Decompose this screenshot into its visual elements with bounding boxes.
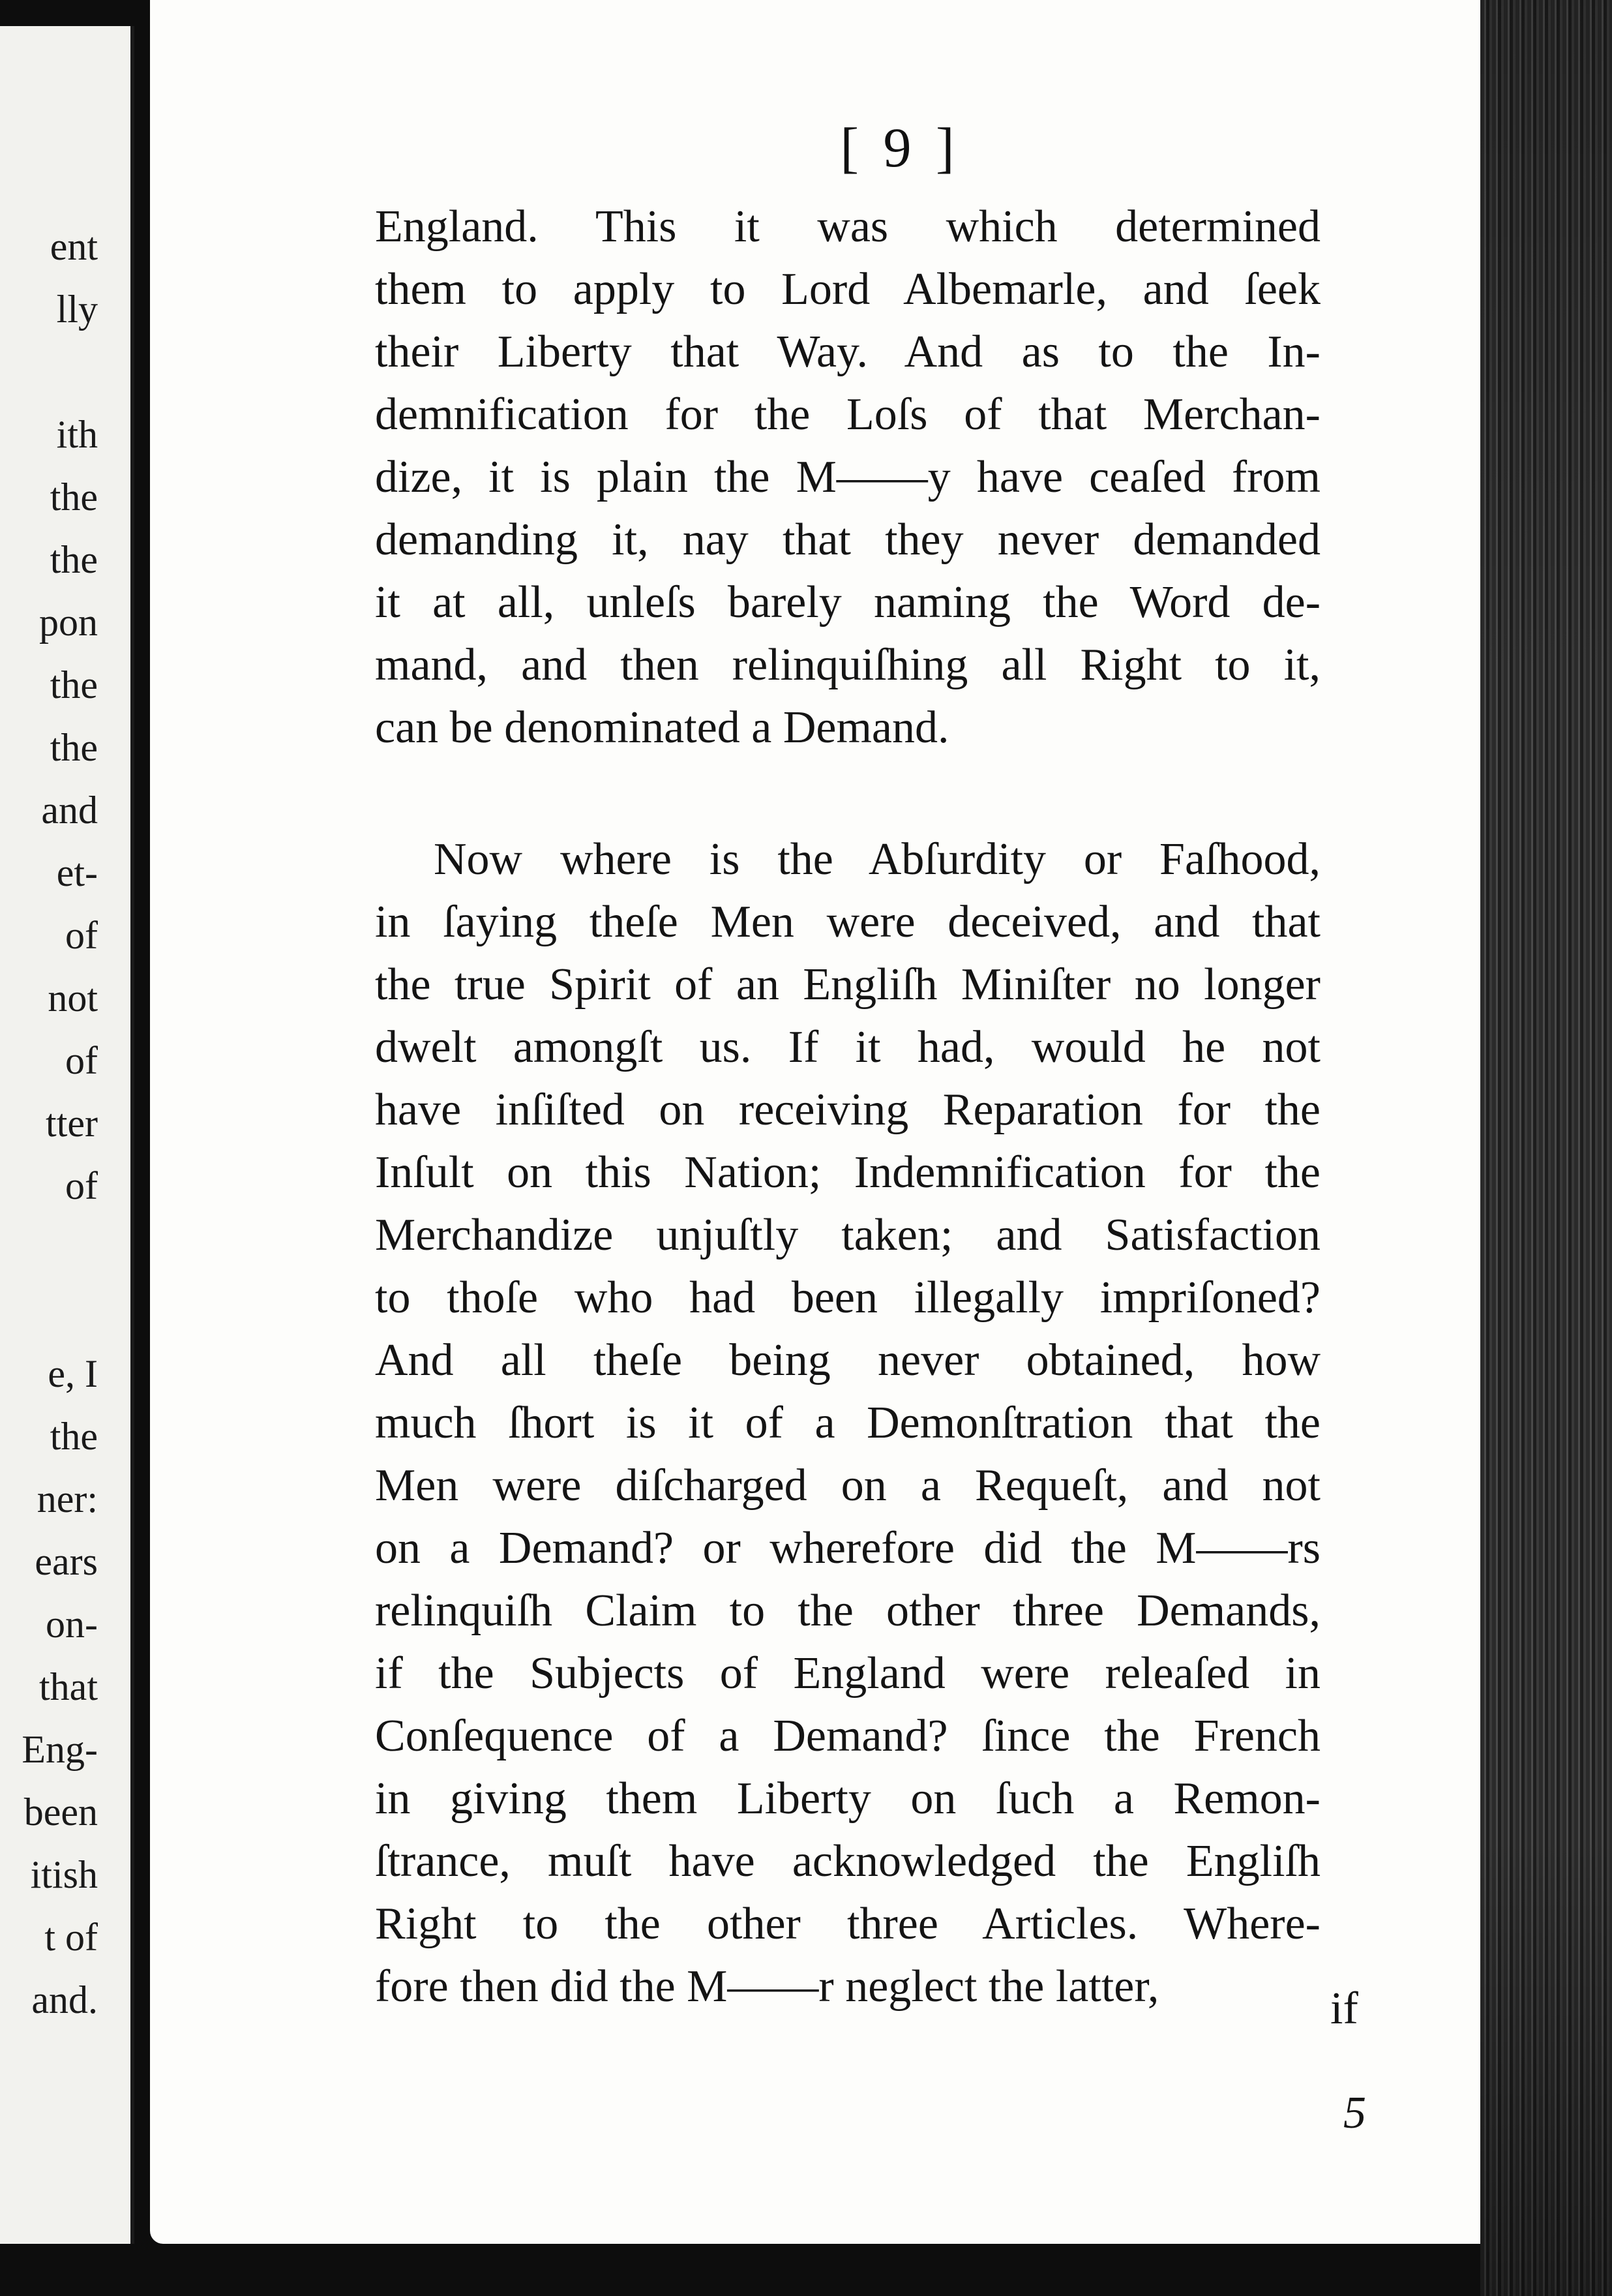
- text-line: dize, it is plain the M——y have ceaſed from: [375, 452, 1321, 502]
- text-line: demnification for the Loſs of that Merchan-: [375, 389, 1321, 440]
- facing-page-fragment: itish: [30, 1853, 98, 1896]
- paragraph-1: [375, 196, 1321, 759]
- facing-page-fragment: e, I: [48, 1352, 98, 1395]
- facing-page-fragment: ner:: [37, 1477, 98, 1520]
- text-line: fore then did the M——r neglect the latter,: [375, 1961, 1159, 2012]
- text-line: in ſaying theſe Men were deceived, and that: [375, 897, 1321, 947]
- facing-page-fragment: of: [65, 1039, 98, 1082]
- text-line: them to apply to Lord Albemarle, and ſeek: [375, 264, 1321, 314]
- text-line: Conſequence of a Demand? ſince the French: [375, 1711, 1321, 1761]
- facing-page-fragment: t of: [44, 1916, 98, 1959]
- text-line: dwelt amongſt us. If it had, would he not: [375, 1022, 1321, 1072]
- text-line: on a Demand? or wherefore did the M——rs: [375, 1523, 1321, 1573]
- facing-page-fragment: the: [50, 1415, 98, 1458]
- facing-page-fragment: and: [41, 789, 98, 832]
- facing-page-fragment: not: [48, 976, 98, 1020]
- facing-page-fragment: ears: [35, 1540, 98, 1583]
- page-number: [ 9 ]: [840, 116, 960, 179]
- facing-page-fragment: ent: [50, 225, 98, 268]
- text-line: And all theſe being never obtained, how: [375, 1335, 1321, 1385]
- facing-page-fragment: lly: [56, 288, 98, 331]
- text-line: it at all, unleſs barely naming the Word de-: [375, 577, 1321, 627]
- paragraph-2: [375, 828, 1321, 2018]
- facing-page-fragment: tter: [46, 1102, 98, 1145]
- text-line: mand, and then relinquiſhing all Right to it,: [375, 640, 1321, 690]
- facing-page-fragment: ith: [56, 413, 98, 456]
- text-line: to thoſe who had been illegally impriſoned?: [375, 1273, 1321, 1323]
- text-line: Right to the other three Articles. Where-: [375, 1899, 1321, 1949]
- facing-page-fragment: been: [23, 1790, 98, 1834]
- facing-page-fragment: the: [50, 476, 98, 519]
- facing-page-fragment: that: [39, 1665, 98, 1708]
- facing-page: [0, 26, 134, 2244]
- text-line: have inſiſted on receiving Reparation for the: [375, 1085, 1321, 1135]
- text-line: in giving them Liberty on ſuch a Remon-: [375, 1774, 1321, 1824]
- text-line: Men were diſcharged on a Requeſt, and not: [375, 1460, 1321, 1511]
- text-line: Inſult on this Nation; Indemnification for the: [375, 1147, 1321, 1198]
- facing-page-fragment: of: [65, 1164, 98, 1207]
- text-line: ſtrance, muſt have acknowledged the Engliſh: [375, 1836, 1321, 1886]
- text-line: Now where is the Abſurdity or Faſhood,: [434, 834, 1321, 884]
- text-line: relinquiſh Claim to the other three Demands,: [375, 1586, 1321, 1636]
- facing-page-fragment: [0, 340, 98, 403]
- text-line: if the Subjects of England were releaſed in: [375, 1648, 1321, 1699]
- facing-page-fragment: [0, 1280, 98, 1342]
- facing-page-text: [0, 215, 98, 2031]
- signature-mark: 5: [1343, 2088, 1366, 2138]
- text-line: demanding it, nay that they never demanded: [375, 515, 1321, 565]
- text-line: England. This it was which determined: [375, 202, 1321, 252]
- facing-page-fragment: on-: [46, 1603, 98, 1646]
- facing-page-fragment: pon: [39, 601, 98, 644]
- book-page: [150, 0, 1480, 2244]
- facing-page-fragment: the: [50, 663, 98, 706]
- text-line: their Liberty that Way. And as to the In-: [375, 327, 1321, 377]
- text-line: can be denominated a Demand.: [375, 702, 949, 753]
- text-line: Merchandize unjuſtly taken; and Satisfaction: [375, 1210, 1321, 1260]
- text-line: the true Spirit of an Engliſh Miniſter no longer: [375, 959, 1321, 1010]
- text-line: much ſhort is it of a Demonſtration that the: [375, 1398, 1321, 1448]
- facing-page-fragment: [0, 1217, 98, 1280]
- facing-page-fragment: the: [50, 538, 98, 581]
- facing-page-fragment: et-: [56, 851, 98, 894]
- facing-page-fragment: the: [50, 726, 98, 769]
- facing-page-fragment: of: [65, 914, 98, 957]
- facing-page-fragment: Eng-: [22, 1728, 98, 1771]
- page-edge: [1480, 0, 1612, 2296]
- catchword: if: [1330, 1984, 1358, 2034]
- facing-page-fragment: and.: [31, 1978, 98, 2021]
